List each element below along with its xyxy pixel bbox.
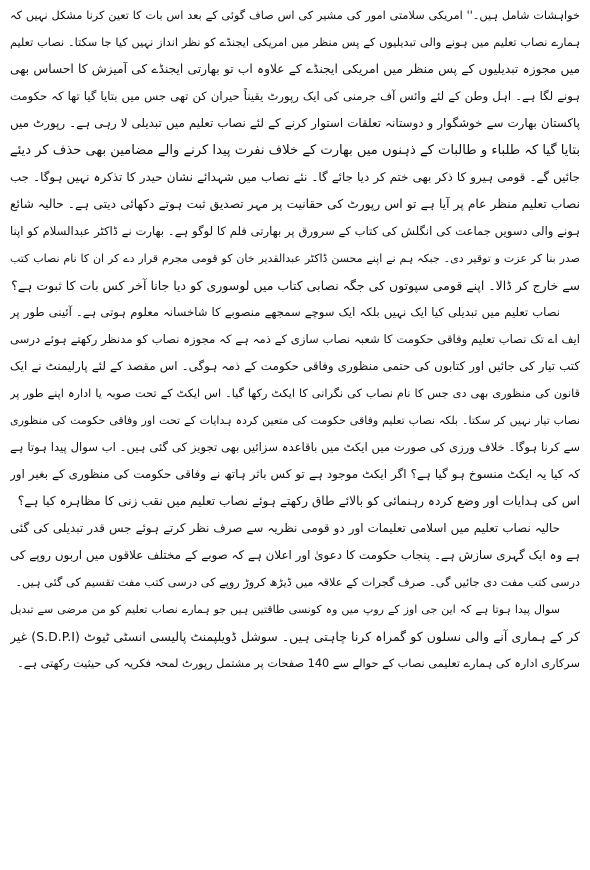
article-line: خواہشات شامل ہیں۔'' امریکی سلامتی امور کی مشیر کی اس صاف گوئی کے بعد اس بات کا تعین کرنا مشکل نہیں کہ (10, 9, 580, 22)
article-line: نصاب تیار نہیں کر سکتا۔ بلکہ نصاب تعلیم وفاقی حکومت کی متعین کردہ ہدایات کے تحت اور وفاقی حکومت کی منظوری (10, 414, 580, 427)
article-line: کہ کیا یہ ایکٹ منسوخ ہو گیا ہے؟ اگر ایکٹ موجود ہے تو کس باثر ہاتھ نے وفاقی حکومت کی منظوری کے بغیر اور (10, 467, 580, 481)
article-line: ہے وہ ایک گہری سازش ہے۔ پنجاب حکومت کا دعویٰ اور اعلان ہے کہ صوبے کے مختلف علاقوں میں اربوں روپے کی (10, 548, 580, 562)
article-line: کر کے ہماری آنے والی نسلوں کو گمراہ کرنا چاہتی ہیں۔ سوشل ڈویلپمنٹ پالیسی انسٹی ٹیوٹ (S.D.P.I) غیر (10, 629, 580, 644)
article-line: نصاب تعلیم منظر عام پر آیا ہے تو اس رپورٹ کی حقانیت پر مہر تصدیق ثبت ہوتے دکھائی دیتی ہے۔ حالیہ شائع (10, 197, 580, 211)
article-line: سے خارج کر ڈالا۔ اپنے قومی سپوتوں کی جگہ نصابی کتاب میں لوسوری کو دیا جانا آخر کس بات کا ثبوت ہے؟ (11, 278, 580, 293)
article-page (10, 2, 580, 866)
article-line: ہمارے نصاب تعلیم میں ہونے والی تبدیلیوں کے پس منظر میں امریکی ایجنڈے کو نظر انداز نہیں کیا جا سکتا۔ نصاب تعلیم (10, 36, 580, 49)
article-line: اس کی ہدایات اور وضع کردہ رہنمائی کو بالائے طاق رکھتے ہوئے نصاب تعلیم میں نقب زنی کا مظاہرہ کیا ہے؟ (17, 494, 580, 508)
article-line: نصاب تعلیم میں تبدیلی کیا ایک نہیں بلکہ ایک سوچے سمجھے منصوبے کا شاخسانہ معلوم ہوتی ہے۔ آئینی طور پر (10, 305, 560, 319)
article-line: درسی کتب مفت دی جائیں گی۔ صرف گجرات کے علاقہ میں ڈیڑھ کروڑ روپے کی درسی کتب مفت تقسیم کی گئی ہیں۔ (15, 576, 580, 589)
article-line: بتایا گیا کہ طلباء و طالبات کے ذہنوں میں بھارت کے خلاف نفرت پیدا کرنے والے مضامین بھی حذف کر دیئے (10, 143, 580, 158)
article-line: پاکستان بھارت سے خوشگوار و دوستانہ تعلقات استوار کرنے کے لئے نصاب تعلیم میں تبدیلی لا رہی ہے۔ رپورٹ میں (10, 116, 580, 130)
article-line: کتب تیار کی جائیں اور کتابوں کی حتمی منظوری وفاقی حکومت کے ذمہ ہوگی۔ اس مقصد کے لئے پارلیمنٹ نے ایک (10, 359, 580, 373)
article-line: ہونے لگا ہے۔ اہل وطن کے لئے وائس آف جرمنی کی ایک رپورٹ یقیناً حیران کن تھی جس میں بتایا گیا تھا کہ حکومت (10, 89, 580, 103)
article-line: سرکاری ادارہ کی ہمارے تعلیمی نصاب کے حوالے سے 140 صفحات پر مشتمل رپورٹ لمحہ فکریہ کی حیثیت رکھتی ہے۔ (17, 657, 580, 670)
article-line: میں مجوزہ تبدیلیوں کے پس منظر میں امریکی ایجنڈے کے علاوہ اب تو بھارتی ایجنڈے کی آمیزش کا احساس بھی (10, 62, 580, 76)
article-line: سے کرنا ہوگا۔ خلاف ورزی کی صورت میں ایکٹ میں باقاعدہ سزائیں بھی تجویز کی گئی ہیں۔ اب سوال پیدا ہوتا ہے (10, 440, 580, 454)
article-line: قانون کی منظوری بھی دی جس کا نام نصاب کی نگرانی کا ایکٹ رکھا گیا۔ اس ایکٹ کے تحت صوبہ یا ادارہ اپنے طور پر (10, 387, 580, 400)
article-line: جائیں گے۔ قومی ہیرو کا ذکر بھی ختم کر دیا جائے گا۔ نئے نصاب میں شہدائے نشان حیدر کا تذکرہ نہیں ہوگا۔ جب (10, 170, 580, 184)
article-line: ہونے والی دسویں جماعت کی انگلش کی کتاب کے سرورق پر بھارتی فلم کا لوگو ہے۔ بھارت نے ڈاکٹر عبدالسلام کو اپنا (10, 224, 580, 238)
article-line: حالیہ نصاب تعلیم میں اسلامی تعلیمات اور دو قومی نظریہ سے صرف نظر کرتے ہوئے جس قدر تبدیلی کی گئی (10, 521, 560, 535)
article-line: سوال پیدا ہوتا ہے کہ این جی اوز کے روپ میں وہ کونسی طاقتیں ہیں جو ہمارے نصاب تعلیم کو من مرضی سے تبدیل (10, 603, 560, 616)
article-line: صدر بنا کر عزت و توقیر دی۔ جبکہ ہم نے اپنے محسن ڈاکٹر عبدالقدیر خان کو قومی مجرم قرار دے کر ان کا نام نصاب کتب (10, 252, 580, 265)
article-line: ایف اے تک نصاب تعلیم وفاقی حکومت کا شعبہ نصاب سازی کے ذمہ ہے کہ مجوزہ نصاب کو مدنظر رکھتے ہوئے درسی (10, 332, 580, 346)
